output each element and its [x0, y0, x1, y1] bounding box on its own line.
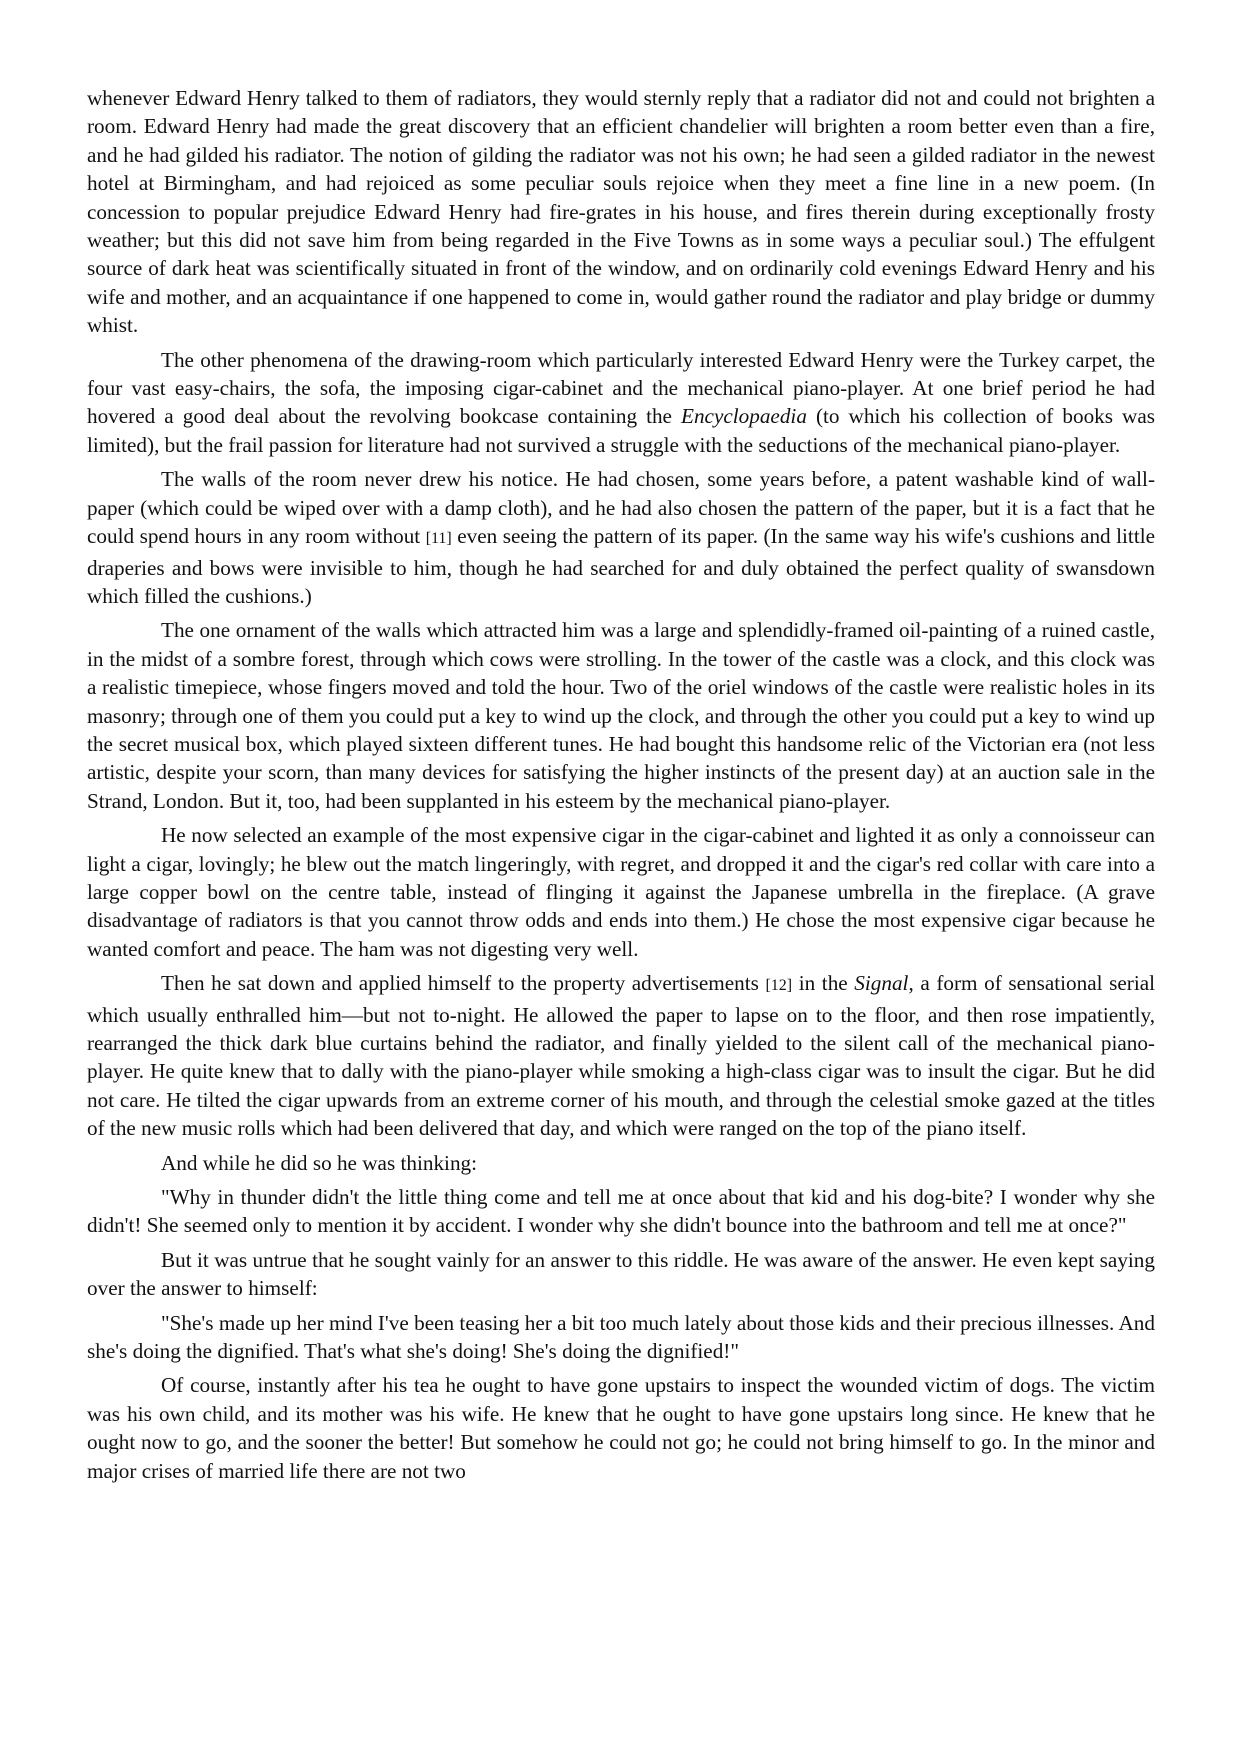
- paragraph-10: "She's made up her mind I've been teasing her a bit too much lately about those kids and their precious illnesses. And she's doing the dignified. That's what she's doing! She's doing the dignified!": [87, 1310, 1155, 1364]
- paragraph-6: Then he sat down and applied himself to the property advertisements [12] in the Signal, a form of sensational serial which usually enthralled him—but not to-night. He allowed the paper to lapse on to the floor, and then rose impatiently, rearranged the thick dark blue curtains behind the radiator, and finally yielded to the silent call of the mechanical piano-player. He quite knew that to dally with the piano-player while smoking a high-class cigar was to insult the cigar. But he did not care. He tilted the cigar upwards from an extreme corner of his mouth, and through the celestial smoke gazed at the titles of the new music rolls which had been delivered that day, and which were ranged on the top of the piano itself.: [87, 971, 1156, 1141]
- italic-title-signal: Signal: [854, 971, 909, 996]
- paragraph-11: Of course, instantly after his tea he ought to have gone upstairs to inspect the wounded victim of dogs. The victim was his own child, and its mother was his wife. He knew that he ought to have gone upstairs long since. He knew that he ought now to go, and the sooner the better! But somehow he could not go; he could not bring himself to go. In the minor and major crises of married life there are not two: [87, 1373, 1155, 1483]
- paragraph-4: The one ornament of the walls which attracted him was a large and splendidly-framed oil-painting of a ruined castle, in the midst of a sombre forest, through which cows were strolling. In the tower of the castle was a clock, and this clock was a realistic timepiece, whose fingers moved and told the hour. Two of the oriel windows of the castle were realistic holes in its masonry; through one of them you could put a key to wind up the clock, and through the other you could put a key to wind up the secret musical box, which played sixteen different tunes. He had bought this handsome relic of the Victorian era (not less artistic, despite your scorn, than many devices for satisfying the higher instincts of the present day) at an auction sale in the Strand, London. But it, too, had been supplanted in his esteem by the mechanical piano-player.: [87, 618, 1156, 813]
- paragraph-3: The walls of the room never drew his notice. He had chosen, some years before, a patent washable kind of wall-paper (which could be wiped over with a damp cloth), and he had also chosen the pattern of the paper, but it is a fact that he could spend hours in any room without [11] even seeing the pattern of its paper. (In the same way his wife's cushions and little draperies and bows were invisible to him, though he had searched for and duly obtained the perfect quality of swansdown which filled the cushions.): [87, 467, 1156, 608]
- page-number-marker: [12]: [765, 977, 793, 995]
- paragraph-2: The other phenomena of the drawing-room which particularly interested Edward Henry were the Turkey carpet, the four vast easy-chairs, the sofa, the imposing cigar-cabinet and the mechanical piano-player. At one brief period he had hovered a good deal about the revolving bookcase containing the Encyclopaedia (to which his collection of books was limited), but the frail passion for literature had not survived a struggle with the seductions of the mechanical piano-player.: [87, 347, 1155, 457]
- paragraph-8: "Why in thunder didn't the little thing come and tell me at once about that kid and his dog-bite? I wonder why she didn't! She seemed only to mention it by accident. I wonder why she didn't bounce into the bathroom and tell me at once?": [87, 1185, 1155, 1238]
- italic-title-encyclopaedia: Encyclopaedia: [681, 404, 807, 429]
- paragraph-5: He now selected an example of the most expensive cigar in the cigar-cabinet and lighted it as only a connoisseur can light a cigar, lovingly; he blew out the match lingeringly, with regret, and dropped it and the cigar's red collar with care into a large copper bowl on the centre table, instead of flinging it against the Japanese umbrella in the fireplace. (A grave disadvantage of radiators is that you cannot throw odds and ends into them.) He chose the most expensive cigar because he wanted comfort and peace. The ham was not digesting very well.: [87, 823, 1155, 961]
- paragraph-7: And while he did so he was thinking:: [161, 1150, 478, 1175]
- paragraph-9: But it was untrue that he sought vainly for an answer to this riddle. He was aware of the answer. He even kept saying over the answer to himself:: [87, 1247, 1155, 1301]
- page-number-marker: [11]: [425, 530, 452, 548]
- paragraph-1: whenever Edward Henry talked to them of radiators, they would sternly reply that a radiator did not and could not brighten a room. Edward Henry had made the great discovery that an efficient chandelier will brighten a room better even than a fire, and he had gilded his radiator. The notion of gilding the radiator was not his own; he had seen a gilded radiator in the newest hotel at Birmingham, and had rejoiced as some peculiar souls rejoice when they meet a fine line in a new poem. (In concession to popular prejudice Edward Henry had fire-grates in his house, and fires therein during exceptionally frosty weather; but this did not save him from being regarded in the Five Towns as in some ways a peculiar soul.) The effulgent source of dark heat was scientifically situated in front of the window, and on ordinarily cold evenings Edward Henry and his wife and mother, and an acquaintance if one happened to come in, would gather round the radiator and play bridge or dummy whist.: [87, 86, 1155, 338]
